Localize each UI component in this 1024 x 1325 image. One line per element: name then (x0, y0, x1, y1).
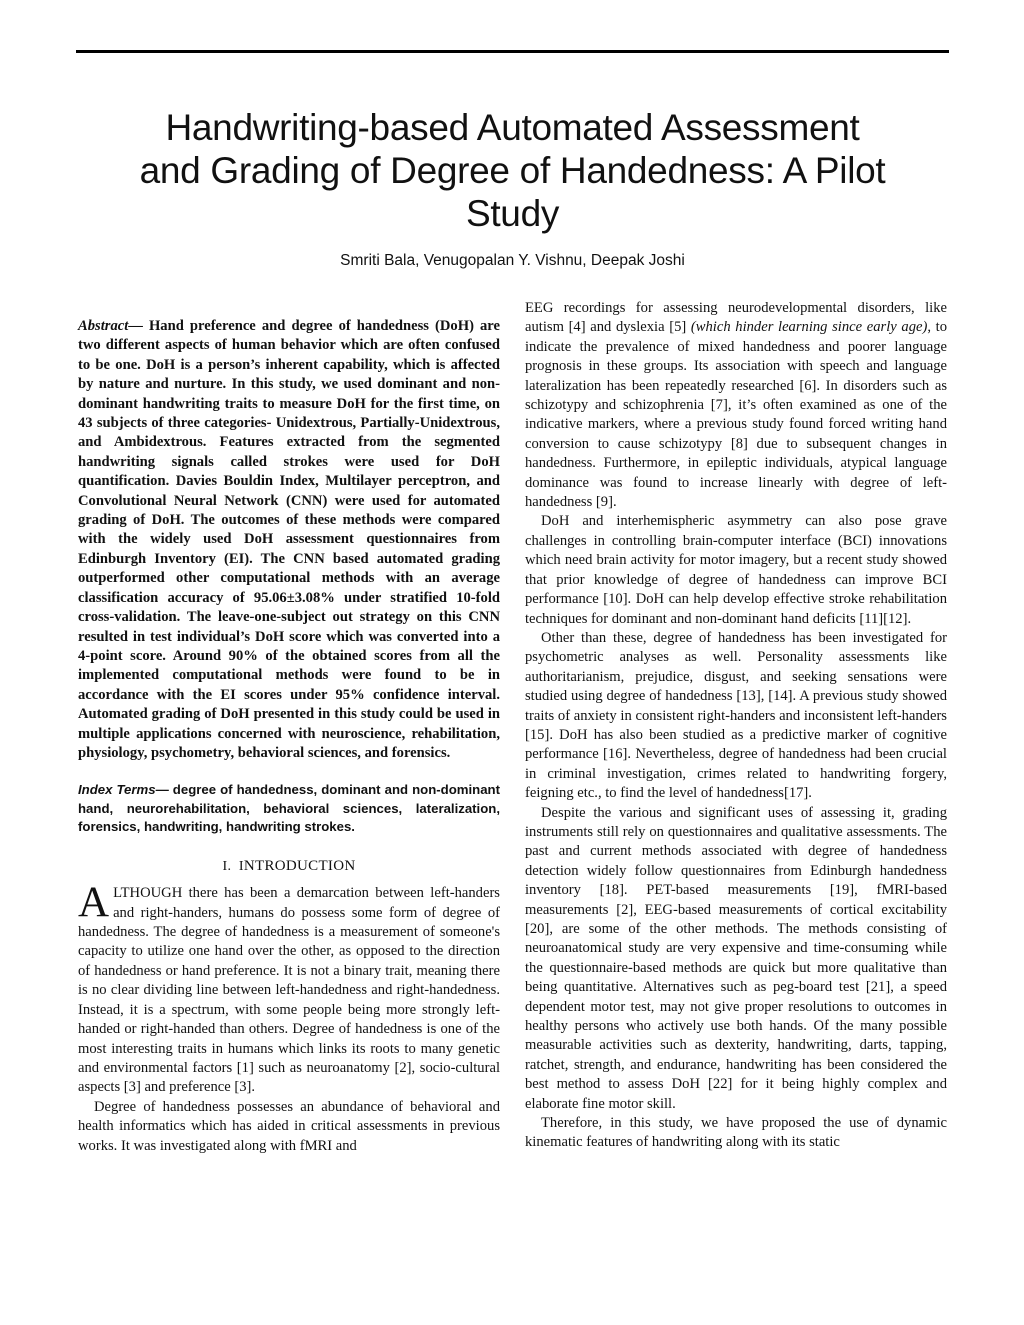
left-column (78, 300, 500, 1156)
intro-paragraph-2: Degree of handedness possesses an abundance of behavioral and health informatics which has aided in critical assessments in previous works. It was investigated along with fMRI and (78, 1098, 500, 1154)
intro-first-word: LTHOUGH (113, 885, 183, 902)
right-paragraph-1-italic: (which hinder learning since early age) (690, 319, 928, 336)
section-heading-introduction (78, 857, 500, 876)
right-column (525, 299, 947, 1153)
title-line-3: Study (465, 193, 560, 234)
title-line-2: and Grading of Degree of Handedness: A Pilot (139, 150, 886, 191)
title-line-1: Handwriting-based Automated Assessment (165, 107, 860, 148)
right-paragraph-4: Despite the various and significant uses of assessing it, grading instruments still rely on questionnaires and qualitative assessments. The past and current methods associated with degree of handedness detection widely follow questionnaires from Edinburgh handedness inventory [18]. PET-based measurements [19], fMRI-based measurements [2], EEG-based measurements of cortical excitability [20], are some of the other methods. The methods consisting of neuroanatomical study are very expensive and time-consuming while the questionnaire-based methods are quick but more qualitative than being quantitative. Alternatives such as peg-board test [21], a speed dependent motor test, may not give proper resolutions to outcomes in healthy persons who actively use both hands. Of the many possible measurable activities such as dexterity, handwriting, darts, tapping, ratchet, strength, and endurance, handwriting has been considered the best method to assess DoH [22] for it being highly complex and elaborate fine motor skill. (525, 804, 947, 1112)
paper-title (76, 106, 949, 235)
right-paragraph-1 (525, 299, 947, 512)
abstract (78, 317, 500, 763)
right-paragraph-3: Other than these, degree of handedness has been investigated for psychometric analyses as well. Personality assessments like authoritarianism, prejudice, disgust, and seeking sensations were studied using degree of handedness [13], [14]. A previous study showed traits of anxiety in consistent right-handers and inconsistent left-handers [15]. DoH has also been studied as a predictive marker of cognitive performance [16]. Nevertheless, degree of handedness had been crucial in criminal investigation, crimes related to handwriting forgery, feigning etc., to find the level of handedness[17]. (525, 629, 947, 802)
drop-cap: A (78, 879, 110, 927)
intro-paragraph-1-text: there has been a demarcation between left-handers and right-handers, humans do possess some form of degree of handedness. The degree of handedness is a measurement of someone's capacity to utilize one hand over the other, as opposed to the direction of handedness or hand preference. It is not a binary trait, meaning there is no clear dividing line between left-handedness and right-handedness. Instead, it is a spectrum, with some people being more strongly left-handed or right-handed than others. Degree of handedness is one of the most interesting traits in humans which links its roots to many genetic and environmental factors [1] such as neuroanatomy [2], socio-cultural aspects [3] and preference [3]. (78, 885, 500, 1096)
index-terms (78, 781, 500, 837)
index-terms-text: — degree of handedness, dominant and non-dominant hand, neurorehabilitation, behavioral sciences, lateralization, forensics, handwriting, handwriting strokes. (78, 782, 500, 835)
section-title-initial: I (238, 858, 244, 874)
top-rule (76, 50, 949, 53)
abstract-text: — Hand preference and degree of handedness (DoH) are two different aspects of human behavior which are often confused to be one. DoH is a person’s inherent capability, which is affected by nature and nurture. In this study, we used dominant and non-dominant handwriting traits to measure DoH for the first time, on 43 subjects of three categories- Unidextrous, Partially-Unidextrous, and Ambidextrous. Features extracted from the segmented handwriting signals called strokes were used for DoH quantification. Davies Bouldin Index, Multilayer perceptron, and Convolutional Neural Network (CNN) were used for automated grading of DoH. The outcomes of these methods were compared with the widely used DoH assessment questionnaires from Edinburgh Inventory (EI). The CNN based automated grading outperformed other computational methods with an average classification accuracy of 95.06±3.08% under stratified 10-fold cross-validation. The leave-one-subject out strategy on this CNN resulted in test individual’s DoH score which was converted into a 4-point score. Around 90% of the obtained scores from all the implemented computational methods were found to be in accordance with the EI scores under 95% confidence interval. Automated grading of DoH presented in this study could be used in multiple applications concerned with neuroscience, rehabilitation, physiology, psychometry, behavioral sciences, and forensics. (78, 318, 500, 761)
section-number: I. (222, 858, 232, 874)
section-title-rest: NTRODUCTION (243, 857, 356, 874)
right-paragraph-2: DoH and interhemispheric asymmetry can also pose grave challenges in controlling brain-computer interface (BCI) innovations which need brain activity for motor imagery, but a recent study showed that prior knowledge of degree of handedness can improve BCI performance [10]. DoH can help develop effective stroke rehabilitation techniques for dominant and non-dominant hand deficits [11][12]. (525, 513, 947, 627)
abstract-label: Abstract (78, 318, 129, 334)
right-paragraph-1-a: EEG recordings for assessing neurodevelopmental disorders, like autism [4] and dyslexia [5] (525, 300, 947, 336)
index-terms-label: Index Terms (78, 782, 156, 798)
right-paragraph-1-b: , to indicate the prevalence of mixed handedness and poorer language prognosis in these groups. Its association with speech and language lateralization has been repeatedly researched [6]. In disorders such as schizotypy and schizophrenia [7], it’s often examined as one of the indicative markers, where a previous study found forced writing hand conversion to cause schizotypy [8] due to subsequent changes in handedness. Furthermore, in epileptic individuals, atypical language dominance was found to increase linearly with degree of left-handedness [9]. (525, 319, 947, 511)
right-paragraph-5: Therefore, in this study, we have proposed the use of dynamic kinematic features of handwriting along with its static (525, 1115, 947, 1151)
author-list: Smriti Bala, Venugopalan Y. Vishnu, Deepak Joshi (340, 252, 685, 269)
intro-paragraph-1 (78, 879, 500, 1097)
